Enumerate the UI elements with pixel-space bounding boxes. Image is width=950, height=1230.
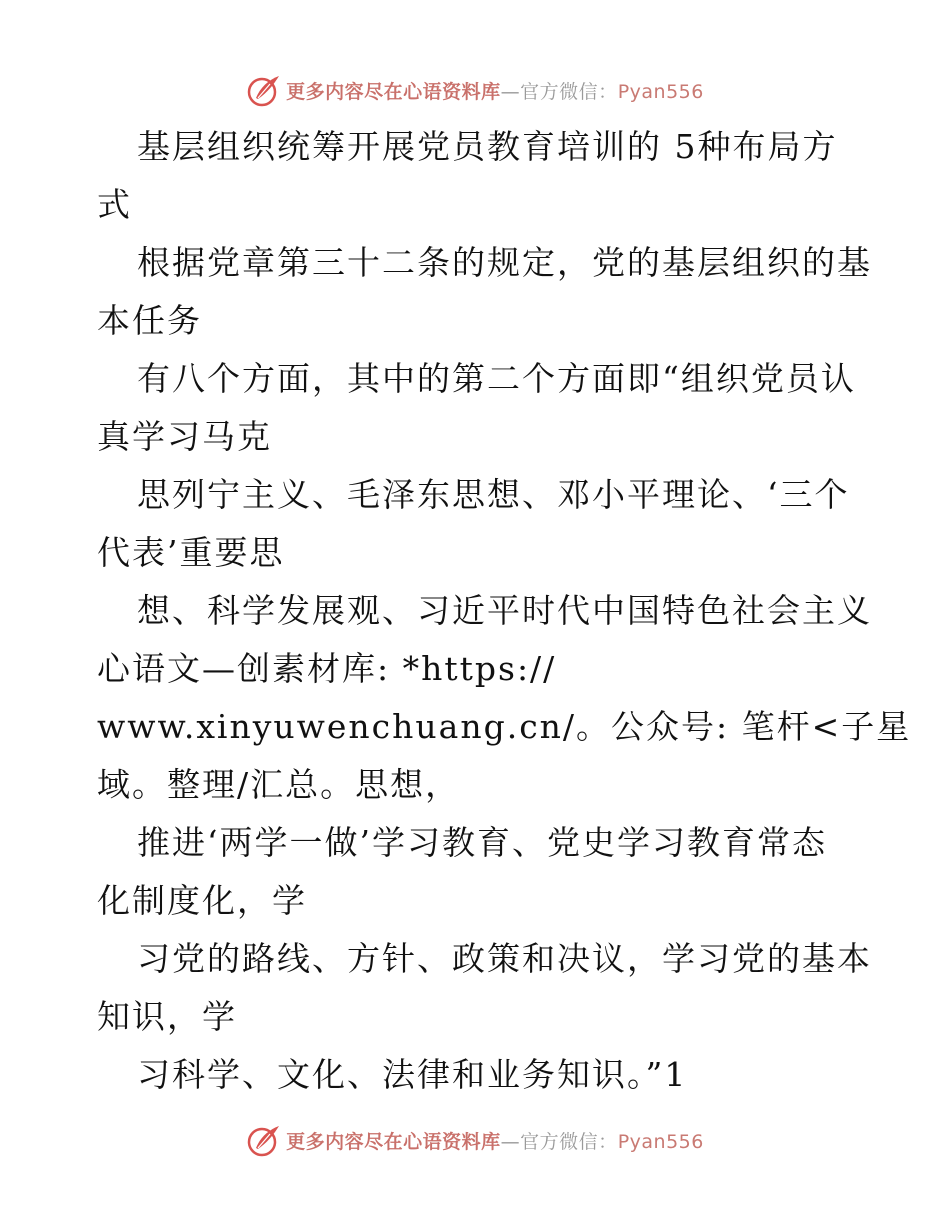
paragraph-line: 习党的路线、方针、政策和决议，学习党的基本 <box>137 939 872 978</box>
banner-text <box>286 1127 704 1154</box>
paragraph-line: 知识，学 <box>97 997 237 1036</box>
paragraph-line: 思列宁主义、毛泽东思想、邓小平理论、‘三个 <box>137 475 850 514</box>
banner-official-label: 官方微信： <box>520 1130 618 1153</box>
header-banner <box>0 70 950 110</box>
banner-wechat-id: Pyan556 <box>617 80 704 103</box>
footer-banner <box>0 1120 950 1160</box>
banner-text <box>286 77 704 104</box>
paragraph-line: 心语文—创素材库: *https:// <box>97 649 557 688</box>
paragraph-line: 域。整理/汇总。思想， <box>97 765 461 804</box>
paragraph-line: 化制度化，学 <box>97 881 307 920</box>
banner-dash: — <box>500 1130 521 1153</box>
paragraph-line: 推进‘两学一做’学习教育、党史学习教育常态 <box>137 823 827 862</box>
paragraph-line: 想、科学发展观、习近平时代中国特色社会主义 <box>137 591 872 630</box>
paragraph-line: 代表’重要思 <box>97 533 285 572</box>
banner-dash: — <box>500 80 521 103</box>
document-title-line: 基层组织统筹开展党员教育培训的 5种布局方 <box>137 127 838 166</box>
document-title-line: 式 <box>97 185 132 224</box>
paragraph-line: www.xinyuwenchuang.cn/。公众号: 笔杆<子星 <box>97 707 912 746</box>
document-body <box>97 118 912 1104</box>
feather-logo-icon <box>246 72 282 108</box>
paragraph-line: 习科学、文化、法律和业务知识。”1 <box>137 1055 688 1094</box>
paragraph-line: 根据党章第三十二条的规定，党的基层组织的基 <box>137 243 872 282</box>
banner-wechat-id: Pyan556 <box>617 1130 704 1153</box>
paragraph-line: 有八个方面，其中的第二个方面即“组织党员认 <box>137 359 856 398</box>
banner-official-label: 官方微信： <box>520 80 618 103</box>
feather-logo-icon <box>246 1122 282 1158</box>
banner-site-name: 更多内容尽在心语资料库 <box>286 80 501 103</box>
paragraph-line: 本任务 <box>97 301 202 340</box>
paragraph-line: 真学习马克 <box>97 417 272 456</box>
banner-site-name: 更多内容尽在心语资料库 <box>286 1130 501 1153</box>
